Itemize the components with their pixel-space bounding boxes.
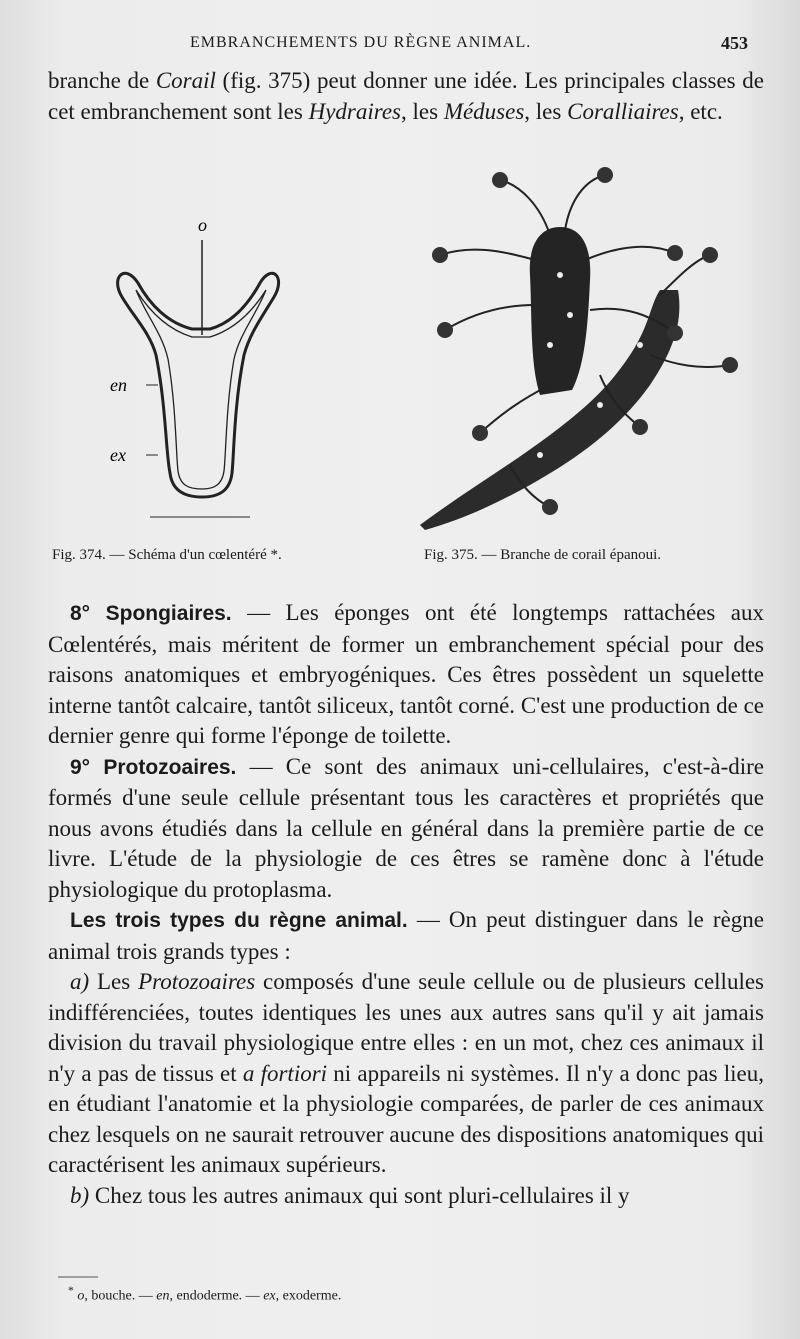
spongiaires-heading: 8° Spongiaires. (70, 602, 232, 625)
trois-types-text: — On peut distinguer dans le règne animal trois grands types : (48, 907, 764, 964)
label-o: o (198, 215, 207, 235)
spongiaires-paragraph (48, 598, 764, 752)
footnote-separator (58, 1276, 98, 1278)
footnote (68, 1284, 341, 1305)
intro-text-4: , les (524, 98, 568, 124)
footnote-text-2: , endoderme. — (169, 1288, 264, 1304)
label-ex: ex (110, 445, 126, 465)
footnote-ex: ex (263, 1288, 276, 1304)
footnote-o: o (77, 1288, 85, 1304)
intro-em-coralliaires: Coralliaires (567, 98, 679, 124)
footnote-text-1: , bouche. — (84, 1288, 157, 1304)
footnote-text-3: , exoderme. (275, 1288, 342, 1304)
coral-branch-illustration (400, 165, 760, 535)
coelenterate-schema-figure (100, 205, 330, 535)
item-b-paragraph (48, 1181, 764, 1212)
trois-types-heading: Les trois types du règne animal. (70, 909, 408, 932)
item-a-em-fortiori: a fortiori (242, 1060, 328, 1086)
page-number: 453 (721, 33, 748, 53)
footnote-star: * (68, 1284, 74, 1297)
item-b-text: Chez tous les autres animaux qui sont pluri-cellulaires il y (89, 1182, 630, 1208)
protozoaires-paragraph (48, 752, 764, 906)
item-b-marker: b) (70, 1182, 90, 1208)
intro-text-1: branche de (48, 68, 156, 93)
footnote-en: en (156, 1288, 170, 1304)
protozoaires-heading: 9° Protozoaires. (70, 755, 237, 779)
item-a-text-3: ni appareils ni systèmes. Il n'y a donc pas lieu, en étudiant l'anatomie et la physiologie comparées, de parler de ces animaux chez lesquels on ne saurait retrouver aucune des dispositions anatomiques qui caractérisent les animaux supérieurs. (48, 1060, 765, 1177)
intro-text-3: , les (401, 98, 444, 124)
running-title: EMBRANCHEMENTS DU RÈGNE ANIMAL. (190, 34, 532, 51)
intro-em-corail: Corail (155, 68, 216, 93)
intro-paragraph (48, 66, 764, 127)
figure-375-caption: Fig. 375. — Branche de corail épanoui. (424, 547, 662, 563)
main-text (48, 598, 764, 1211)
intro-text-2: (fig. 375) peut donner une idée. Les principales classes de cet embranchement sont les (48, 68, 764, 124)
spongiaires-text: — Les éponges ont été longtemps rattachées aux Cœlentérés, mais méritent de former un embranchement spécial pour des raisons anatomiques et embryogéniques. Ces êtres possèdent un squelette interne tantôt calcaire, tantôt siliceux, tantôt corné. C'est une production de ce dernier genre qui forme l'éponge de toilette. (48, 600, 764, 748)
figure-area (40, 165, 770, 575)
item-a-text-1: Les (89, 969, 139, 994)
intro-em-meduses: Méduses (443, 98, 525, 124)
item-a-em-protozoaires: Protozoaires (138, 969, 256, 994)
label-en: en (110, 375, 127, 395)
item-a-text-2: composés d'une seule cellule ou de plusieurs cellules indifférenciées, toutes identiques les unes aux autres sans qu'il y ait jamais division du travail physiologique entre elles : en un mot, chez ces animaux il n'y a pas de tissus et (48, 969, 764, 1086)
item-a-paragraph (48, 967, 764, 1181)
item-a-marker: a) (70, 969, 90, 994)
figure-374-caption: Fig. 374. — Schéma d'un cœlentéré *. (52, 547, 282, 563)
trois-types-paragraph (48, 905, 764, 967)
intro-em-hydraires: Hydraires (308, 98, 401, 124)
protozoaires-text: — Ce sont des animaux uni-cellulaires, c'est-à-dire formés d'une seule cellule présentant tous les caractères et propriétés que nous avons étudiés dans la cellule en général dans la première partie de ce livre. L'étude de la physiologie de ces êtres se ramène donc à l'étude physiologique du protoplasma. (48, 753, 764, 902)
intro-text-5: , etc. (678, 98, 723, 124)
